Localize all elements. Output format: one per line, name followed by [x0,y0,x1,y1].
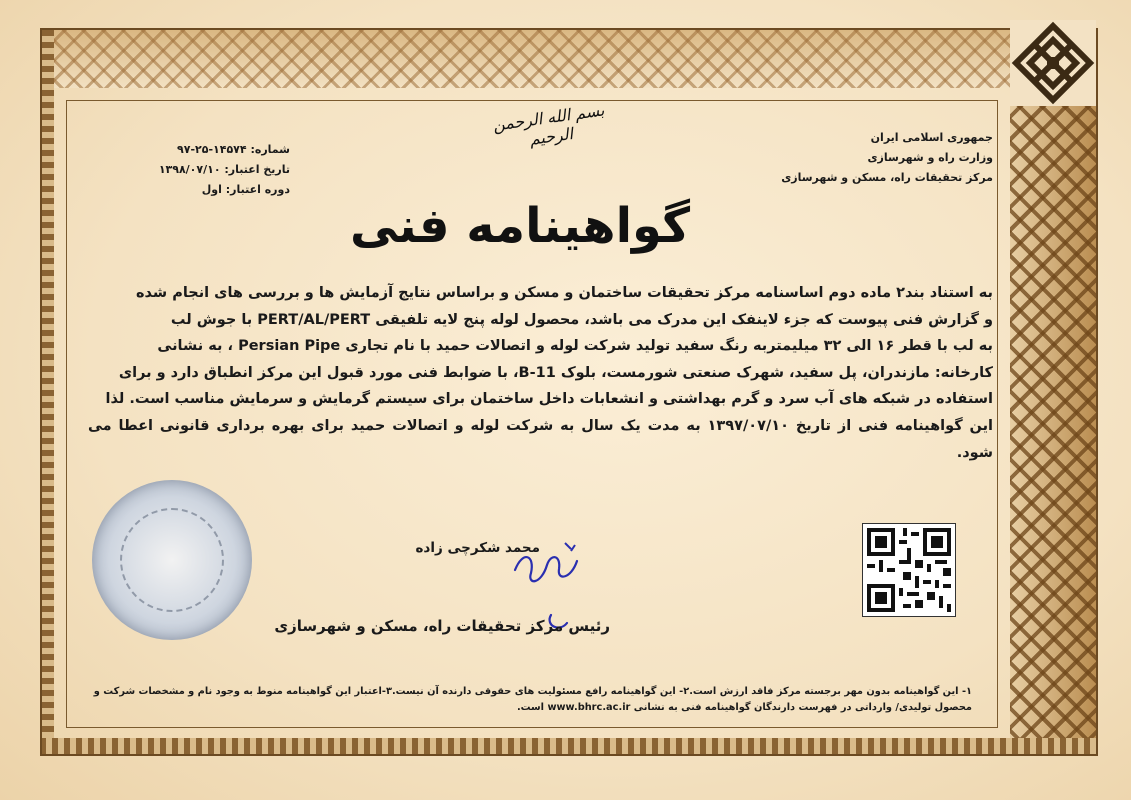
body-line-5: استفاده در شبکه های آب سرد و گرم بهداشتی و انشعابات داخل ساختمان برای سیستم گرمایش و سرمایش مناسب است. لذا [105,391,993,408]
body-line-3: به لب با قطر ۱۶ الی ۳۲ میلیمتربه رنگ سفید تولید شرکت لوله و اتصالات حمید با نام تجاری Persian Pipe ، به نشانی [157,338,993,355]
issuer-block [733,128,993,188]
issuer-line-1: جمهوری اسلامی ایران [870,131,993,144]
footer-line-1: ۱- این گواهینامه بدون مهر برجسته مرکز فاقد ارزش است.۲- این گواهینامه رافع مسئولیت های حقوقی دارنده آن نیست.۳-اعتبار این گواهینامه منوط به وجود نام و مشخصات شرکت و [93,686,972,697]
signer-title: رئیس مرکز تحقیقات راه، مسکن و شهرسازی [274,617,610,635]
signer-name: محمد شکرچی زاده [415,540,540,556]
validity-date: تاریخ اعتبار: ۱۳۹۸/۰۷/۱۰ [158,163,290,176]
issuer-line-2: وزارت راه و شهرسازی [867,151,993,164]
certificate-number: شماره: ۱۴۵۷۴-۲۵-۹۷ [177,143,290,156]
body-line-2: و گزارش فنی پیوست که جزء لاینفک این مدرک می باشد، محصول لوله پنج لایه تلفیقی PERT/AL/PERT با جوش لب [170,311,993,328]
certificate-meta [90,140,290,200]
certificate-body [88,280,993,466]
qr-code-icon[interactable] [862,523,956,617]
footer-notes [82,684,972,716]
seal-ring [120,508,224,612]
body-line-6: این گواهینامه فنی از تاریخ ۱۳۹۷/۰۷/۱۰ به مدت یک سال به شرکت لوله و اتصالات حمید برای بهره برداری قانونی اعطا می شود. [88,417,993,461]
body-line-4: کارخانه: مازندران، پل سفید، شهرک صنعتی شورمست، بلوک B-11، با ضوابط فنی مورد قبول این مرکز انطباق دارد و برای [118,364,993,381]
footer-line-2: محصول تولیدی/ وارداتی در فهرست دارندگان گواهینامه فنی به نشانی www.bhrc.ac.ir است. [516,702,972,713]
body-line-1: به استناد بند۲ ماده دوم اساسنامه مرکز تحقیقات ساختمان و مسکن و براساس نتایج آزمایش ها و بررسی های انجام شده [135,285,993,301]
knot-emblem-icon [1010,20,1096,106]
issuer-line-3: مرکز تحقیقات راه، مسکن و شهرسازی [781,171,993,184]
bismillah-calligraphy: بسم الله الرحمن الرحیم [491,100,606,149]
validity-period: دوره اعتبار: اول [201,183,290,196]
embossed-seal-icon [92,480,252,640]
page-title: گواهینامه فنی [349,198,691,254]
